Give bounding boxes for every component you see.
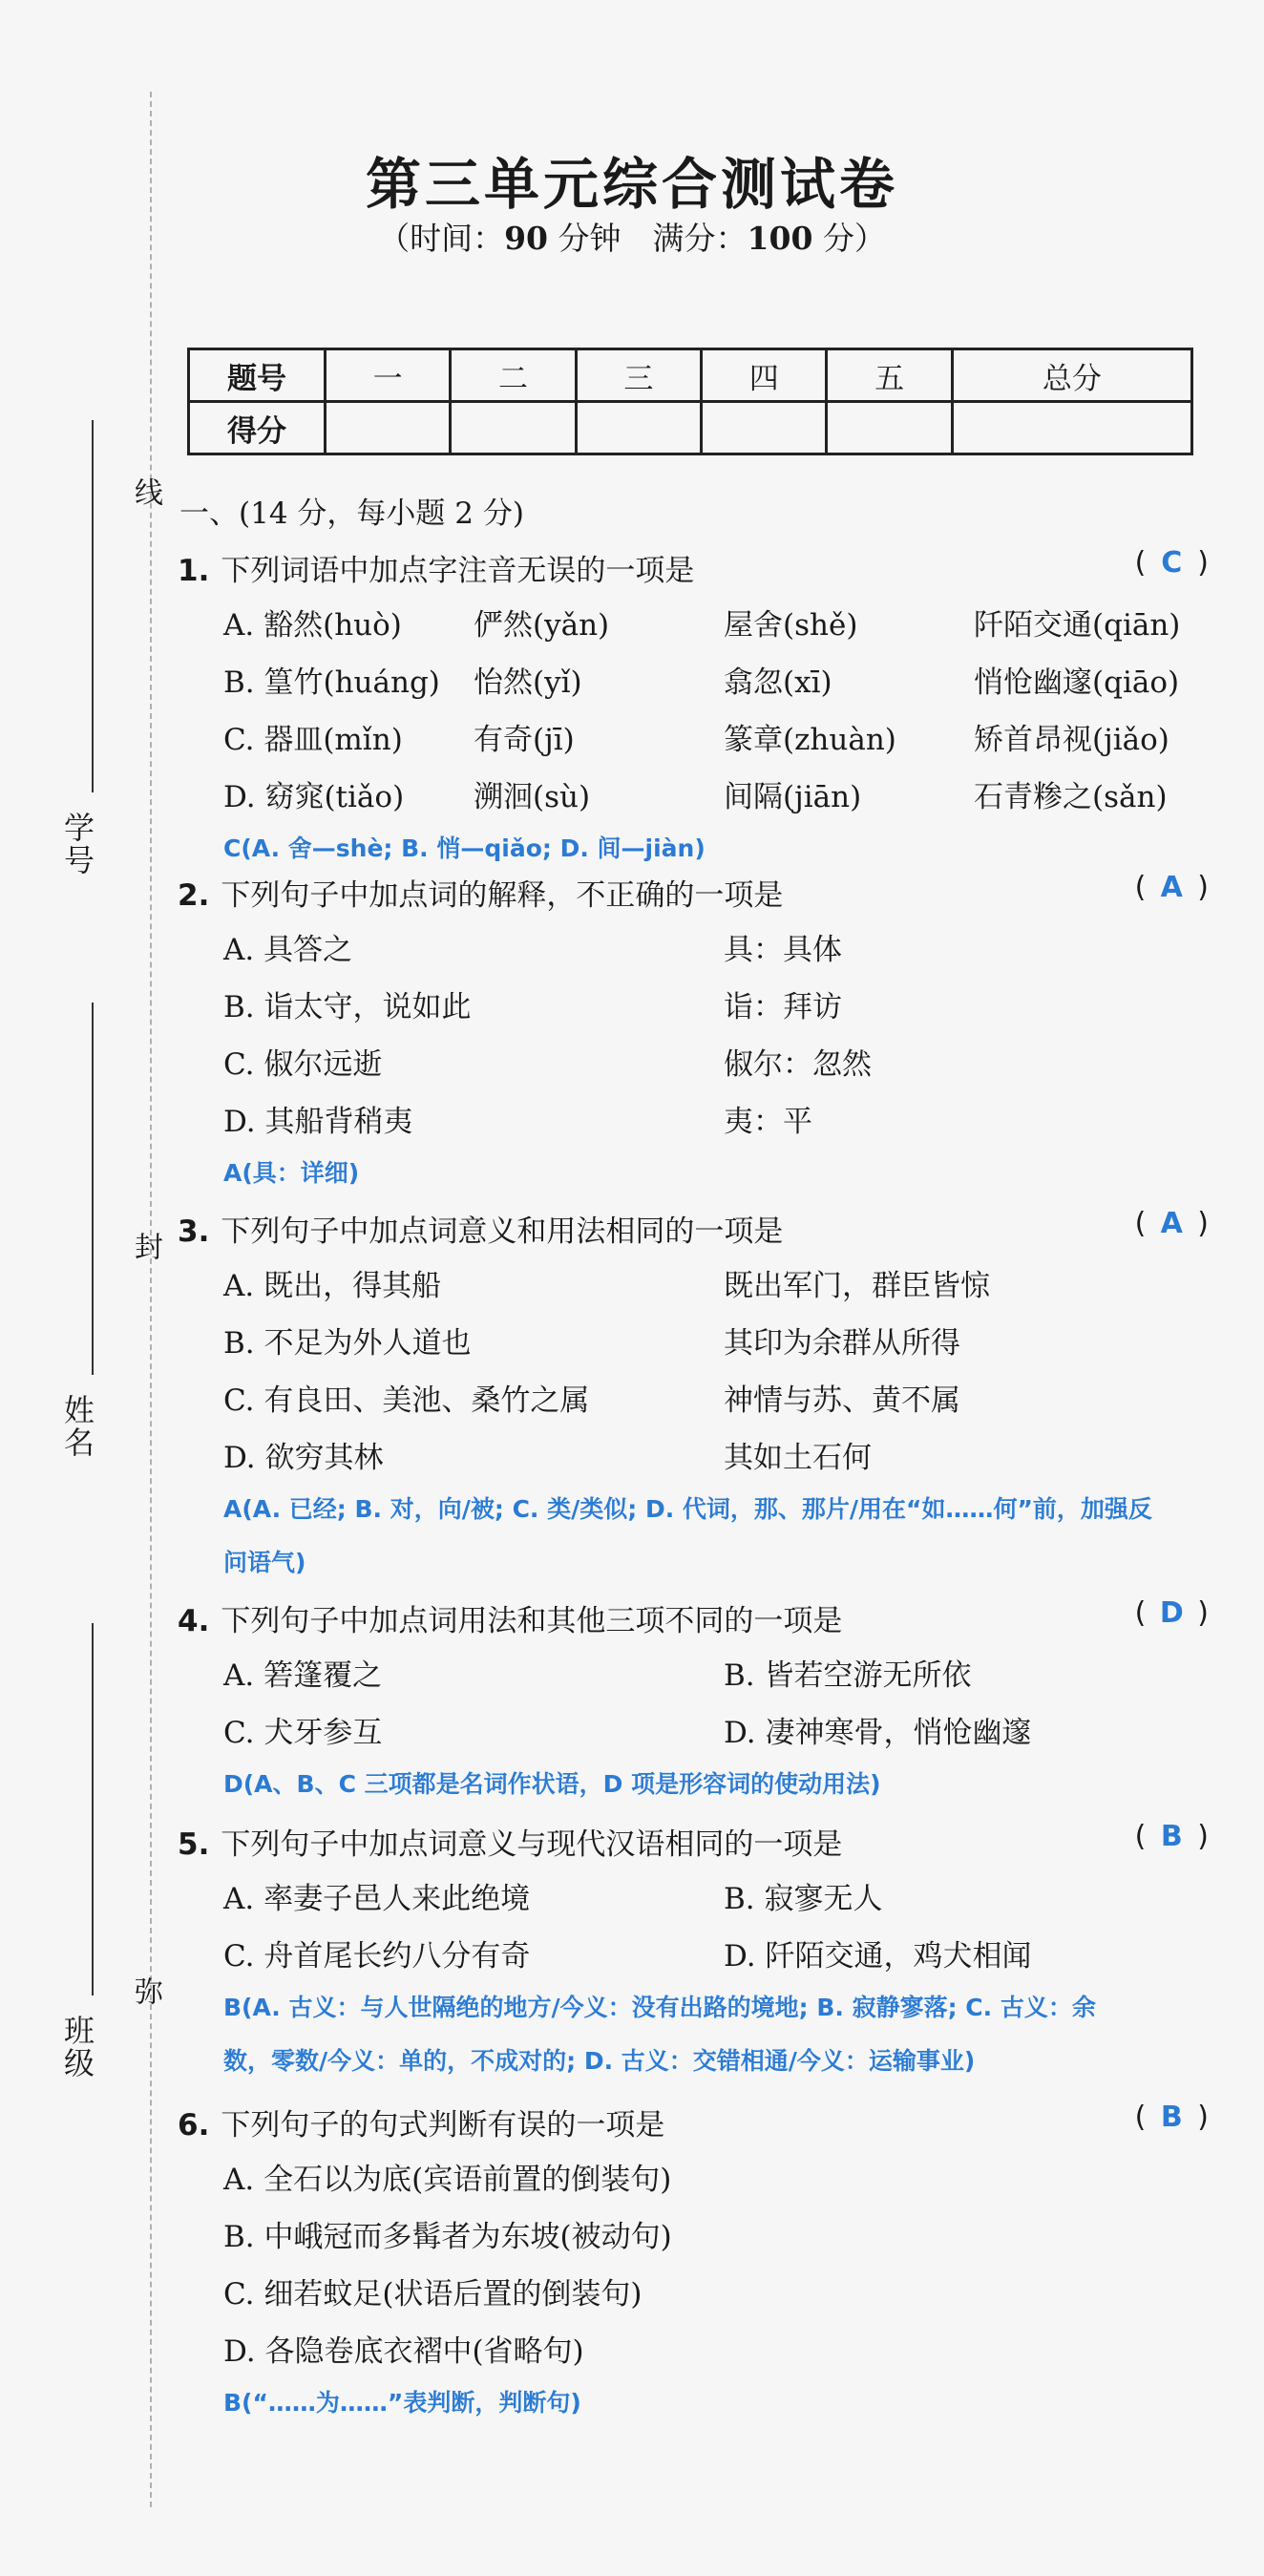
option-item: 篆章(zhuàn)	[724, 722, 896, 757]
option-row	[223, 1032, 1209, 1089]
option-row	[223, 1867, 1209, 1924]
option-item: 其印为余群从所得	[724, 1325, 960, 1361]
answer-explanation: D(A、B、C 三项都是名词作状语，D 项是形容词的使动用法)	[223, 1770, 881, 1798]
question-5	[178, 1820, 1209, 2088]
question-stem: 下列词语中加点字注音无误的一项是	[221, 554, 695, 588]
question-number: 3.	[178, 1214, 210, 1249]
binding-dashed-line	[150, 92, 152, 2507]
question-4	[178, 1596, 1209, 1811]
answer-explanation-cont: 数，零数/今义：单的，不成对的; D. 古义：交错相通/今义：运输事业)	[223, 2047, 976, 2075]
answer-letter: A	[1160, 871, 1183, 904]
option-item: 溯洄(sù)	[474, 779, 591, 814]
option-item: 石青糁之(sǎn)	[974, 779, 1168, 814]
name-label: 姓名	[59, 1394, 95, 1459]
option-grid	[223, 918, 1209, 1147]
option-item: 阡陌交通(qiān)	[974, 607, 1181, 643]
seal-mi-mark: 弥	[129, 1976, 162, 2005]
question-stem: 下列句子中加点词意义和用法相同的一项是	[221, 1214, 784, 1249]
score-cell[interactable]	[576, 402, 701, 454]
question-stem: 下列句子中加点词的解释，不正确的一项是	[221, 878, 784, 913]
answer-bracket: ( B )	[1134, 2101, 1209, 2134]
answer-bracket: ( D )	[1134, 1596, 1209, 1630]
option-item: C. 器皿(mǐn)	[223, 722, 403, 757]
option-item: 俶尔：忽然	[724, 1046, 872, 1082]
option-row	[223, 765, 1209, 822]
score-table-head: 得分	[189, 402, 326, 454]
seal-line-mark: 线	[129, 477, 162, 506]
class-underline	[92, 1623, 94, 1995]
score-table-head: 题号	[189, 349, 326, 402]
option-item: C. 细若蚊足(状语后置的倒装句)	[223, 2276, 643, 2312]
option-item: D. 欲穷其林	[223, 1440, 384, 1475]
option-item: C. 舟首尾长约八分有奇	[223, 1938, 531, 1974]
score-cell[interactable]	[827, 402, 952, 454]
page-subtitle: （时间：90 分钟 满分：100 分）	[378, 220, 886, 257]
answer-explanation: A(具：详细)	[223, 1159, 360, 1187]
question-number: 2.	[178, 878, 210, 913]
option-row	[223, 2262, 1209, 2319]
answer-letter: C	[1161, 546, 1183, 580]
question-stem: 下列句子的句式判断有误的一项是	[221, 2108, 665, 2143]
option-item: D. 凄神寒骨，悄怆幽邃	[724, 1715, 1032, 1750]
score-table-col: 一	[326, 349, 451, 402]
score-table-col: 四	[702, 349, 827, 402]
option-item: B. 不足为外人道也	[223, 1325, 472, 1361]
option-item: 怡然(yǐ)	[474, 665, 582, 700]
option-item: C. 犬牙参互	[223, 1715, 383, 1750]
option-item: C. 有良田、美池、桑竹之属	[223, 1383, 590, 1418]
score-table-col: 三	[576, 349, 701, 402]
answer-explanation-cont: 问语气)	[223, 1549, 306, 1576]
answer-explanation: C(A. 舍—shè; B. 悄—qiǎo; D. 间—jiàn)	[223, 834, 706, 862]
answer-bracket: ( A )	[1134, 871, 1209, 904]
option-row	[223, 1254, 1209, 1311]
seal-feng-mark: 封	[129, 1232, 162, 1260]
answer-letter: D	[1159, 1596, 1184, 1630]
option-item: 其如土石何	[724, 1440, 872, 1475]
option-row	[223, 918, 1209, 975]
option-item: 有奇(jī)	[474, 722, 575, 757]
question-3	[178, 1207, 1209, 1590]
option-item: A. 率妻子邑人来此绝境	[223, 1881, 531, 1916]
option-item: A. 具答之	[223, 932, 353, 967]
section-heading: 一、(14 分，每小题 2 分)	[179, 496, 524, 531]
student-id-underline	[92, 420, 94, 792]
name-underline	[92, 1003, 94, 1375]
option-list	[223, 2147, 1209, 2376]
option-item: A. 箬篷覆之	[223, 1658, 383, 1693]
option-item: B. 篁竹(huáng)	[223, 665, 440, 700]
option-item: 神情与苏、黄不属	[724, 1383, 960, 1418]
score-cell[interactable]	[952, 402, 1191, 454]
question-6	[178, 2101, 1209, 2430]
option-row	[223, 593, 1209, 650]
option-item: A. 全石以为底(宾语前置的倒装句)	[223, 2162, 672, 2197]
option-item: C. 俶尔远逝	[223, 1046, 383, 1082]
option-item: A. 豁然(huò)	[223, 607, 402, 643]
option-row	[223, 1368, 1209, 1425]
question-stem: 下列句子中加点词用法和其他三项不同的一项是	[221, 1604, 843, 1638]
question-number: 1.	[178, 554, 210, 588]
answer-letter: B	[1160, 1820, 1183, 1853]
option-grid	[223, 1254, 1209, 1483]
question-2	[178, 871, 1209, 1200]
question-1	[178, 546, 1209, 876]
option-row	[223, 1924, 1209, 1981]
option-item: 矫首昂视(jiǎo)	[974, 722, 1169, 757]
option-row	[223, 975, 1209, 1032]
option-item: 翕忽(xī)	[724, 665, 832, 700]
option-item: 间隔(jiān)	[724, 779, 862, 814]
score-cell[interactable]	[326, 402, 451, 454]
option-item: D. 窈窕(tiǎo)	[223, 779, 405, 814]
score-cell[interactable]	[702, 402, 827, 454]
score-table-score-row	[189, 402, 1192, 454]
question-number: 4.	[178, 1604, 210, 1638]
score-table-col: 总分	[952, 349, 1191, 402]
option-row	[223, 1311, 1209, 1368]
score-table-col: 二	[451, 349, 576, 402]
option-item: 屋舍(shě)	[724, 607, 858, 643]
option-grid	[223, 1867, 1209, 1981]
option-row	[223, 1089, 1209, 1147]
option-row	[223, 2205, 1209, 2262]
option-item: B. 寂寥无人	[724, 1881, 883, 1916]
option-item: 诣：拜访	[724, 989, 842, 1024]
question-stem: 下列句子中加点词意义与现代汉语相同的一项是	[221, 1827, 843, 1862]
question-number: 6.	[178, 2108, 210, 2143]
score-table-col: 五	[827, 349, 952, 402]
option-item: 既出军门，群臣皆惊	[724, 1268, 990, 1303]
option-item: A. 既出，得其船	[223, 1268, 442, 1303]
score-cell[interactable]	[451, 402, 576, 454]
answer-letter: B	[1160, 2101, 1183, 2134]
option-grid	[223, 593, 1209, 822]
option-item: 俨然(yǎn)	[474, 607, 610, 643]
answer-explanation: A(A. 已经; B. 对，向/被; C. 类/类似; D. 代词，那、那片/用在“如……何”前，加强反	[223, 1495, 1152, 1523]
answer-bracket: ( B )	[1134, 1820, 1209, 1853]
option-row	[223, 2147, 1209, 2205]
answer-explanation: B(“……为……”表判断，判断句)	[223, 2389, 581, 2417]
answer-bracket: ( A )	[1134, 1207, 1209, 1240]
answer-letter: A	[1160, 1207, 1183, 1240]
score-table	[187, 348, 1193, 455]
option-item: 夷：平	[724, 1104, 812, 1139]
option-item: D. 各隐卷底衣褶中(省略句)	[223, 2333, 584, 2369]
option-item: 悄怆幽邃(qiāo)	[974, 665, 1180, 700]
option-grid	[223, 1643, 1209, 1758]
option-item: B. 诣太守，说如此	[223, 989, 472, 1024]
answer-explanation: B(A. 古义：与人世隔绝的地方/今义：没有出路的境地; B. 寂静寥落; C. 古义：余	[223, 1994, 1096, 2021]
answer-bracket: ( C )	[1134, 546, 1209, 580]
option-item: 具：具体	[724, 932, 842, 967]
option-item: B. 皆若空游无所依	[724, 1658, 972, 1693]
option-item: D. 阡陌交通，鸡犬相闻	[724, 1938, 1032, 1974]
option-row	[223, 1700, 1209, 1758]
page-title: 第三单元综合测试卷	[365, 152, 898, 217]
option-row	[223, 650, 1209, 707]
question-number: 5.	[178, 1827, 210, 1862]
option-row	[223, 1643, 1209, 1700]
option-row	[223, 2319, 1209, 2376]
option-item: D. 其船背稍夷	[223, 1104, 413, 1139]
option-row	[223, 1425, 1209, 1483]
class-label: 班级	[59, 2015, 95, 2080]
option-item: B. 中峨冠而多髯者为东坡(被动句)	[223, 2219, 672, 2254]
student-id-label: 学号	[59, 812, 95, 876]
option-row	[223, 707, 1209, 765]
score-table-header-row	[189, 349, 1192, 402]
